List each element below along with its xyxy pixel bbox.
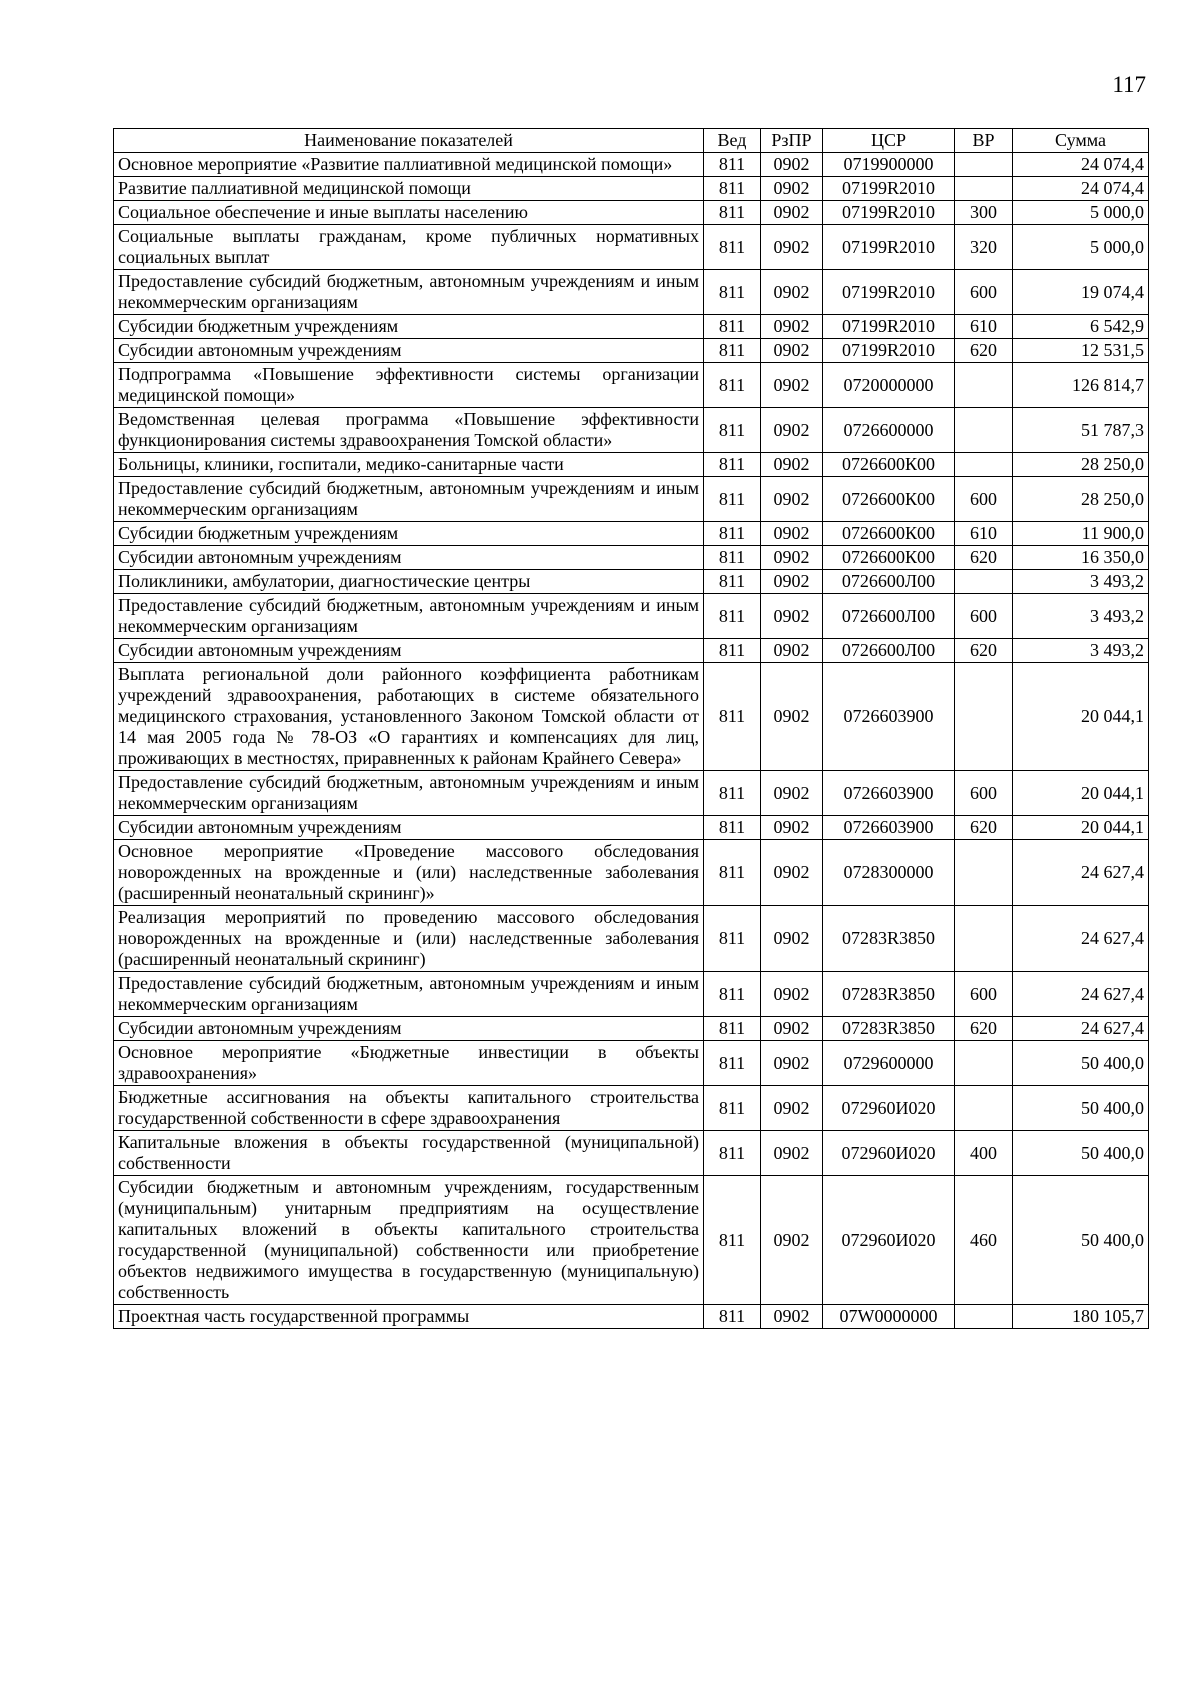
cell-name: Выплата региональной доли районного коэффициента работникам учреждений здравоохранения, работающих в системе обязательного медицинского страхования, установленного Законом Томской области от 14 мая 2005 года № 78-ОЗ «О гарантиях и компенсациях для лиц, проживающих в местностях, приравненных к районам Крайнего Севера» xyxy=(114,663,704,771)
cell-csr: 07199R2010 xyxy=(823,315,955,339)
cell-name: Предоставление субсидий бюджетным, автономным учреждениям и иным некоммерческим организациям xyxy=(114,477,704,522)
cell-vr: 620 xyxy=(955,816,1013,840)
cell-name: Основное мероприятие «Проведение массового обследования новорожденных на врожденные и (или) наследственные заболевания (расширенный неонатальный скрининг)» xyxy=(114,840,704,906)
cell-csr: 07283R3850 xyxy=(823,972,955,1017)
cell-sum: 6 542,9 xyxy=(1013,315,1149,339)
cell-name: Субсидии автономным учреждениям xyxy=(114,1017,704,1041)
table-row xyxy=(114,408,1149,453)
cell-vr xyxy=(955,906,1013,972)
cell-sum: 3 493,2 xyxy=(1013,570,1149,594)
header-vr: ВР xyxy=(955,129,1013,153)
cell-ved: 811 xyxy=(704,270,761,315)
cell-vr: 600 xyxy=(955,477,1013,522)
table-row xyxy=(114,225,1149,270)
cell-sum: 28 250,0 xyxy=(1013,453,1149,477)
table-row xyxy=(114,663,1149,771)
cell-rzpr: 0902 xyxy=(761,594,823,639)
cell-sum: 50 400,0 xyxy=(1013,1176,1149,1305)
cell-csr: 07283R3850 xyxy=(823,1017,955,1041)
table-header xyxy=(114,129,1149,153)
cell-name: Субсидии бюджетным учреждениям xyxy=(114,522,704,546)
cell-csr: 072960И020 xyxy=(823,1086,955,1131)
cell-vr: 600 xyxy=(955,270,1013,315)
cell-sum: 24 627,4 xyxy=(1013,906,1149,972)
header-row xyxy=(114,129,1149,153)
cell-sum: 50 400,0 xyxy=(1013,1086,1149,1131)
cell-sum: 50 400,0 xyxy=(1013,1131,1149,1176)
cell-csr: 07199R2010 xyxy=(823,177,955,201)
table-body xyxy=(114,153,1149,1329)
cell-rzpr: 0902 xyxy=(761,408,823,453)
cell-rzpr: 0902 xyxy=(761,453,823,477)
cell-vr: 460 xyxy=(955,1176,1013,1305)
table-row xyxy=(114,315,1149,339)
cell-rzpr: 0902 xyxy=(761,1176,823,1305)
cell-vr xyxy=(955,1305,1013,1329)
cell-vr: 610 xyxy=(955,522,1013,546)
cell-vr: 600 xyxy=(955,972,1013,1017)
cell-name: Субсидии автономным учреждениям xyxy=(114,816,704,840)
cell-name: Предоставление субсидий бюджетным, автономным учреждениям и иным некоммерческим организациям xyxy=(114,771,704,816)
cell-name: Подпрограмма «Повышение эффективности системы организации медицинской помощи» xyxy=(114,363,704,408)
cell-sum: 24 627,4 xyxy=(1013,972,1149,1017)
table-row xyxy=(114,1041,1149,1086)
cell-csr: 0728300000 xyxy=(823,840,955,906)
cell-rzpr: 0902 xyxy=(761,906,823,972)
cell-name: Ведомственная целевая программа «Повышение эффективности функционирования системы здравоохранения Томской области» xyxy=(114,408,704,453)
cell-vr: 320 xyxy=(955,225,1013,270)
cell-name: Поликлиники, амбулатории, диагностические центры xyxy=(114,570,704,594)
cell-rzpr: 0902 xyxy=(761,1086,823,1131)
table-row xyxy=(114,1086,1149,1131)
cell-ved: 811 xyxy=(704,546,761,570)
cell-csr: 072960И020 xyxy=(823,1131,955,1176)
cell-name: Проектная часть государственной программы xyxy=(114,1305,704,1329)
cell-ved: 811 xyxy=(704,1131,761,1176)
cell-ved: 811 xyxy=(704,477,761,522)
table-row xyxy=(114,840,1149,906)
cell-csr: 0726600К00 xyxy=(823,477,955,522)
cell-name: Субсидии автономным учреждениям xyxy=(114,339,704,363)
cell-name: Развитие паллиативной медицинской помощи xyxy=(114,177,704,201)
cell-sum: 24 074,4 xyxy=(1013,177,1149,201)
table-row xyxy=(114,339,1149,363)
cell-ved: 811 xyxy=(704,840,761,906)
cell-csr: 0719900000 xyxy=(823,153,955,177)
cell-vr xyxy=(955,663,1013,771)
cell-rzpr: 0902 xyxy=(761,477,823,522)
cell-rzpr: 0902 xyxy=(761,363,823,408)
cell-csr: 072960И020 xyxy=(823,1176,955,1305)
cell-sum: 20 044,1 xyxy=(1013,663,1149,771)
cell-csr: 0720000000 xyxy=(823,363,955,408)
table-row xyxy=(114,453,1149,477)
cell-ved: 811 xyxy=(704,906,761,972)
table-row xyxy=(114,771,1149,816)
cell-name: Предоставление субсидий бюджетным, автономным учреждениям и иным некоммерческим организациям xyxy=(114,594,704,639)
cell-vr xyxy=(955,363,1013,408)
cell-name: Бюджетные ассигнования на объекты капитального строительства государственной собственности в сфере здравоохранения xyxy=(114,1086,704,1131)
cell-csr: 07199R2010 xyxy=(823,339,955,363)
cell-csr: 07199R2010 xyxy=(823,270,955,315)
cell-vr xyxy=(955,1041,1013,1086)
cell-ved: 811 xyxy=(704,1041,761,1086)
cell-csr: 0726600Л00 xyxy=(823,639,955,663)
cell-csr: 0726600000 xyxy=(823,408,955,453)
cell-csr: 0726600Л00 xyxy=(823,594,955,639)
cell-sum: 16 350,0 xyxy=(1013,546,1149,570)
cell-name: Основное мероприятие «Развитие паллиативной медицинской помощи» xyxy=(114,153,704,177)
header-sum: Сумма xyxy=(1013,129,1149,153)
table-row xyxy=(114,816,1149,840)
cell-vr: 400 xyxy=(955,1131,1013,1176)
header-csr: ЦСР xyxy=(823,129,955,153)
cell-name: Предоставление субсидий бюджетным, автономным учреждениям и иным некоммерческим организациям xyxy=(114,270,704,315)
cell-ved: 811 xyxy=(704,339,761,363)
cell-rzpr: 0902 xyxy=(761,153,823,177)
cell-sum: 3 493,2 xyxy=(1013,594,1149,639)
cell-rzpr: 0902 xyxy=(761,663,823,771)
table-row xyxy=(114,570,1149,594)
cell-ved: 811 xyxy=(704,1017,761,1041)
cell-sum: 24 627,4 xyxy=(1013,840,1149,906)
cell-name: Предоставление субсидий бюджетным, автономным учреждениям и иным некоммерческим организациям xyxy=(114,972,704,1017)
cell-ved: 811 xyxy=(704,1176,761,1305)
table-row xyxy=(114,594,1149,639)
cell-rzpr: 0902 xyxy=(761,522,823,546)
cell-rzpr: 0902 xyxy=(761,201,823,225)
cell-ved: 811 xyxy=(704,315,761,339)
cell-ved: 811 xyxy=(704,1305,761,1329)
header-ved: Вед xyxy=(704,129,761,153)
cell-rzpr: 0902 xyxy=(761,339,823,363)
cell-rzpr: 0902 xyxy=(761,270,823,315)
header-name: Наименование показателей xyxy=(114,129,704,153)
cell-vr: 600 xyxy=(955,771,1013,816)
cell-vr xyxy=(955,1086,1013,1131)
cell-rzpr: 0902 xyxy=(761,840,823,906)
cell-vr xyxy=(955,570,1013,594)
cell-csr: 0726600К00 xyxy=(823,453,955,477)
cell-rzpr: 0902 xyxy=(761,639,823,663)
cell-ved: 811 xyxy=(704,522,761,546)
cell-ved: 811 xyxy=(704,972,761,1017)
cell-vr xyxy=(955,453,1013,477)
header-rzpr: РзПР xyxy=(761,129,823,153)
table-row xyxy=(114,1176,1149,1305)
cell-name: Субсидии бюджетным учреждениям xyxy=(114,315,704,339)
table-row xyxy=(114,522,1149,546)
cell-rzpr: 0902 xyxy=(761,1131,823,1176)
cell-vr: 300 xyxy=(955,201,1013,225)
cell-ved: 811 xyxy=(704,225,761,270)
cell-rzpr: 0902 xyxy=(761,315,823,339)
table-row xyxy=(114,972,1149,1017)
cell-ved: 811 xyxy=(704,594,761,639)
cell-csr: 07W0000000 xyxy=(823,1305,955,1329)
cell-vr xyxy=(955,153,1013,177)
cell-csr: 0726603900 xyxy=(823,771,955,816)
cell-rzpr: 0902 xyxy=(761,546,823,570)
cell-csr: 0726600Л00 xyxy=(823,570,955,594)
cell-sum: 24 627,4 xyxy=(1013,1017,1149,1041)
cell-ved: 811 xyxy=(704,1086,761,1131)
cell-csr: 0729600000 xyxy=(823,1041,955,1086)
table-row xyxy=(114,639,1149,663)
cell-rzpr: 0902 xyxy=(761,1017,823,1041)
cell-vr xyxy=(955,177,1013,201)
cell-sum: 28 250,0 xyxy=(1013,477,1149,522)
table-row xyxy=(114,153,1149,177)
cell-sum: 24 074,4 xyxy=(1013,153,1149,177)
cell-sum: 20 044,1 xyxy=(1013,816,1149,840)
cell-sum: 5 000,0 xyxy=(1013,201,1149,225)
cell-ved: 811 xyxy=(704,663,761,771)
table-row xyxy=(114,906,1149,972)
cell-csr: 07283R3850 xyxy=(823,906,955,972)
budget-table xyxy=(113,128,1149,1329)
cell-rzpr: 0902 xyxy=(761,1305,823,1329)
table-row xyxy=(114,1305,1149,1329)
cell-vr xyxy=(955,408,1013,453)
cell-rzpr: 0902 xyxy=(761,1041,823,1086)
cell-sum: 126 814,7 xyxy=(1013,363,1149,408)
cell-ved: 811 xyxy=(704,201,761,225)
cell-vr: 620 xyxy=(955,639,1013,663)
cell-csr: 07199R2010 xyxy=(823,201,955,225)
cell-ved: 811 xyxy=(704,408,761,453)
cell-rzpr: 0902 xyxy=(761,225,823,270)
cell-name: Капитальные вложения в объекты государственной (муниципальной) собственности xyxy=(114,1131,704,1176)
cell-vr xyxy=(955,840,1013,906)
cell-rzpr: 0902 xyxy=(761,771,823,816)
cell-sum: 50 400,0 xyxy=(1013,1041,1149,1086)
cell-ved: 811 xyxy=(704,570,761,594)
cell-ved: 811 xyxy=(704,363,761,408)
cell-vr: 620 xyxy=(955,1017,1013,1041)
cell-sum: 51 787,3 xyxy=(1013,408,1149,453)
cell-vr: 610 xyxy=(955,315,1013,339)
cell-vr: 620 xyxy=(955,339,1013,363)
cell-ved: 811 xyxy=(704,816,761,840)
cell-rzpr: 0902 xyxy=(761,816,823,840)
cell-sum: 20 044,1 xyxy=(1013,771,1149,816)
cell-name: Основное мероприятие «Бюджетные инвестиции в объекты здравоохранения» xyxy=(114,1041,704,1086)
cell-csr: 0726600К00 xyxy=(823,546,955,570)
table-row xyxy=(114,363,1149,408)
cell-ved: 811 xyxy=(704,453,761,477)
cell-sum: 12 531,5 xyxy=(1013,339,1149,363)
table-row xyxy=(114,270,1149,315)
cell-name: Реализация мероприятий по проведению массового обследования новорожденных на врожденные и (или) наследственные заболевания (расширенный неонатальный скрининг) xyxy=(114,906,704,972)
table-row xyxy=(114,477,1149,522)
cell-vr: 620 xyxy=(955,546,1013,570)
cell-name: Социальное обеспечение и иные выплаты населению xyxy=(114,201,704,225)
table-row xyxy=(114,1131,1149,1176)
cell-sum: 3 493,2 xyxy=(1013,639,1149,663)
cell-rzpr: 0902 xyxy=(761,972,823,1017)
cell-rzpr: 0902 xyxy=(761,570,823,594)
table-row xyxy=(114,177,1149,201)
cell-csr: 07199R2010 xyxy=(823,225,955,270)
page-number: 117 xyxy=(1112,72,1146,97)
cell-rzpr: 0902 xyxy=(761,177,823,201)
cell-name: Больницы, клиники, госпитали, медико-санитарные части xyxy=(114,453,704,477)
cell-ved: 811 xyxy=(704,153,761,177)
cell-name: Субсидии бюджетным и автономным учреждениям, государственным (муниципальным) унитарным предприятиям на осуществление капитальных вложений в объекты капитального строительства государственной (муниципальной) собственности или приобретение объектов недвижимого имущества в государственную (муниципальную) собственность xyxy=(114,1176,704,1305)
table-row xyxy=(114,546,1149,570)
cell-vr: 600 xyxy=(955,594,1013,639)
cell-ved: 811 xyxy=(704,639,761,663)
cell-sum: 19 074,4 xyxy=(1013,270,1149,315)
cell-sum: 11 900,0 xyxy=(1013,522,1149,546)
cell-ved: 811 xyxy=(704,771,761,816)
cell-name: Субсидии автономным учреждениям xyxy=(114,639,704,663)
cell-csr: 0726600К00 xyxy=(823,522,955,546)
cell-name: Социальные выплаты гражданам, кроме публичных нормативных социальных выплат xyxy=(114,225,704,270)
cell-name: Субсидии автономным учреждениям xyxy=(114,546,704,570)
cell-ved: 811 xyxy=(704,177,761,201)
cell-sum: 5 000,0 xyxy=(1013,225,1149,270)
table-row xyxy=(114,201,1149,225)
cell-csr: 0726603900 xyxy=(823,663,955,771)
table-row xyxy=(114,1017,1149,1041)
cell-sum: 180 105,7 xyxy=(1013,1305,1149,1329)
cell-csr: 0726603900 xyxy=(823,816,955,840)
